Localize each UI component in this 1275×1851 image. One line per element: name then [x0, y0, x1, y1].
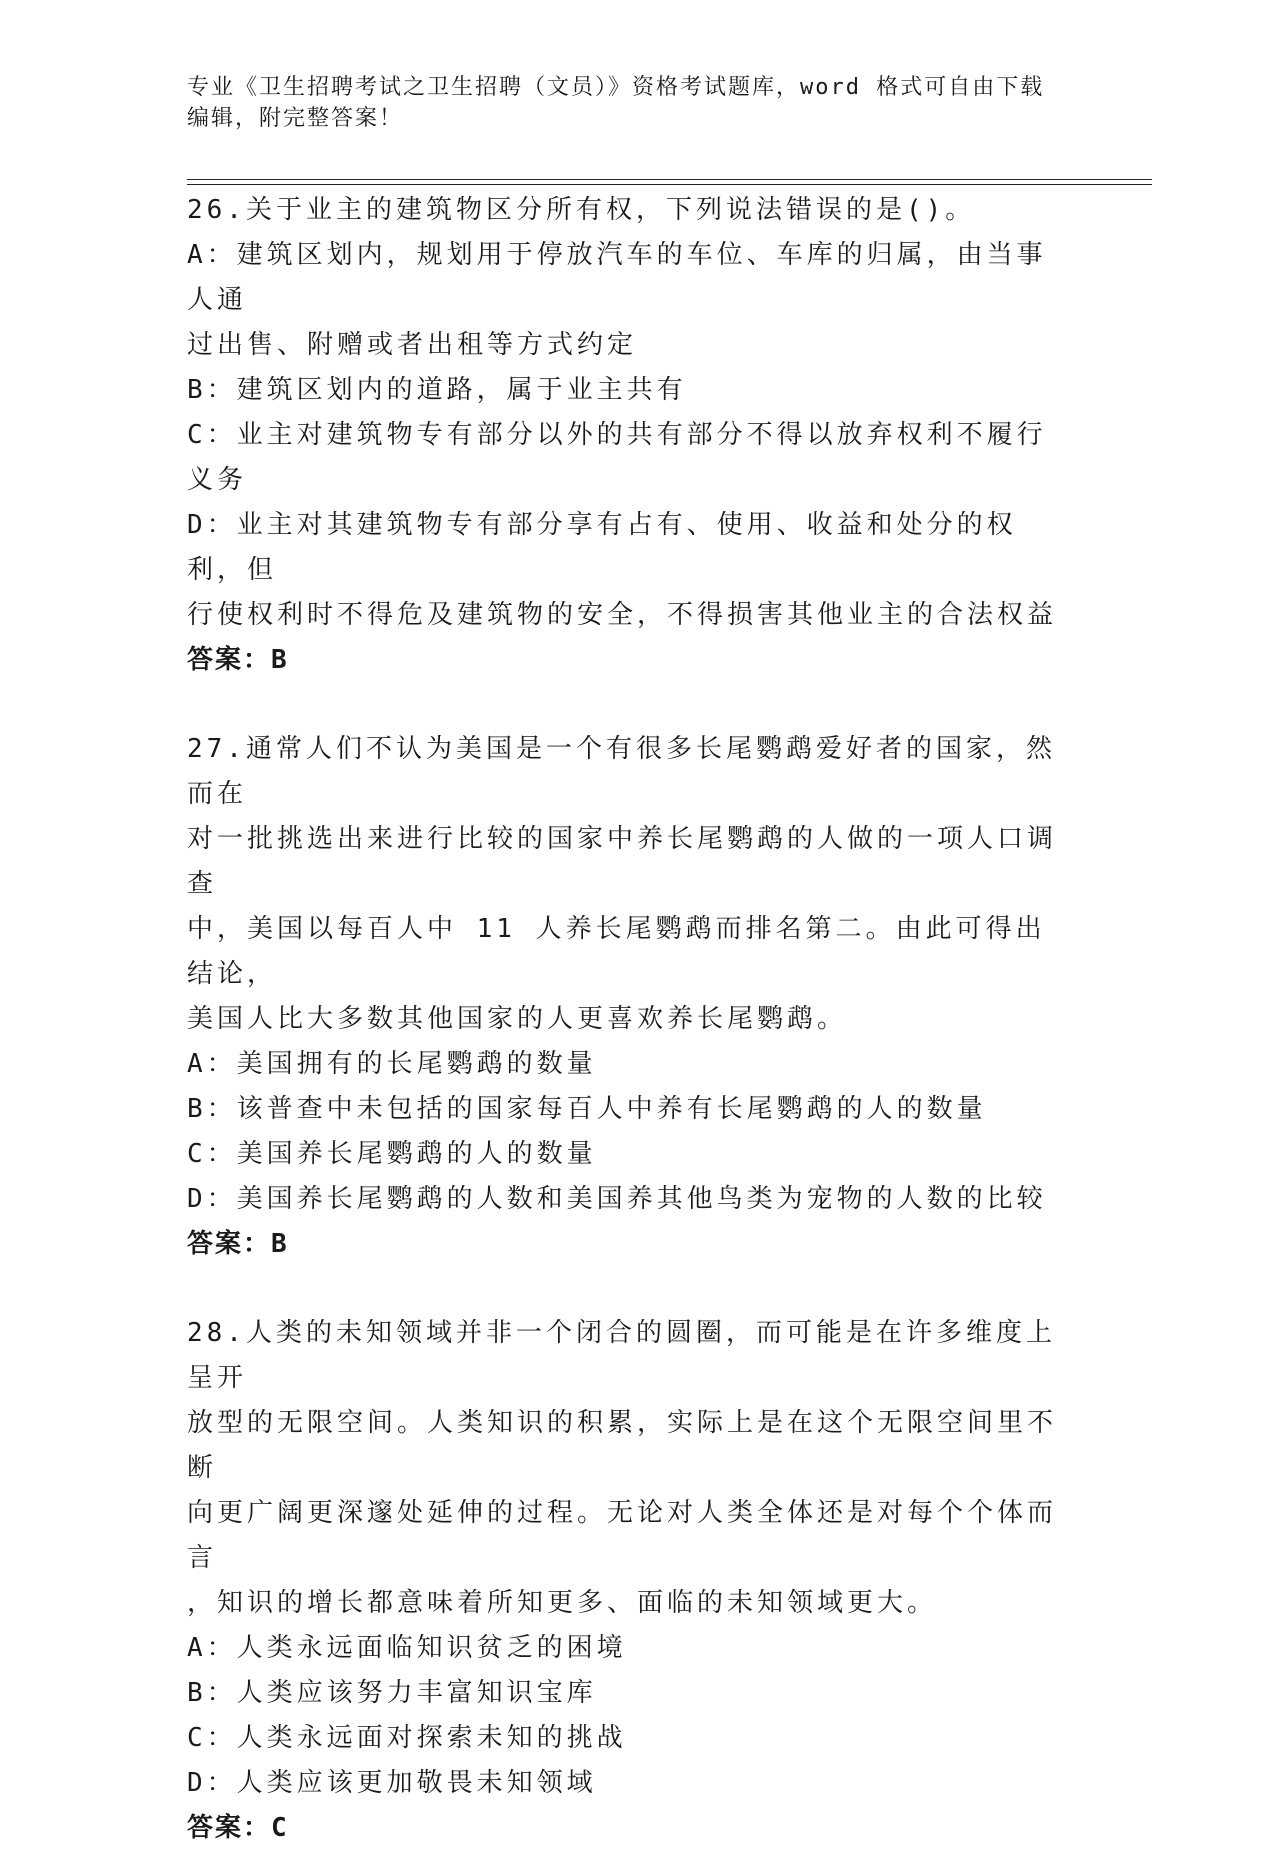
option-d [187, 1761, 1072, 1806]
option-c [187, 1716, 1072, 1761]
option-a [187, 1042, 1072, 1087]
question-stem: 28.人类的未知领域并非一个闭合的圆圈，而可能是在许多维度上呈开 [187, 1318, 1056, 1393]
question-stem: 26.关于业主的建筑物区分所有权，下列说法错误的是()。 [187, 195, 976, 225]
question-28 [187, 1311, 1072, 1851]
option-text: C：美国养长尾鹦鹉的人的数量 [187, 1139, 597, 1169]
question-stem: ，知识的增长都意味着所知更多、面临的未知领域更大。 [187, 1588, 938, 1618]
option-b [187, 1671, 1072, 1716]
option-a [187, 233, 1072, 368]
question-27 [187, 727, 1072, 1267]
question-26 [187, 188, 1072, 683]
header-line: 编辑，附完整答案！ [187, 106, 404, 131]
question-spacer [187, 683, 1072, 727]
option-text: A：人类永远面临知识贫乏的困境 [187, 1633, 627, 1663]
header-line: 专业《卫生招聘考试之卫生招聘（文员）》资格考试题库，word 格式可自由下载 [187, 75, 1045, 100]
option-text: D：人类应该更加敬畏未知领域 [187, 1768, 597, 1798]
answer-label: 答案：C [187, 1813, 289, 1843]
document-header [187, 72, 1067, 134]
option-text: 过出售、附赠或者出租等方式约定 [187, 330, 638, 360]
option-text: B：建筑区划内的道路，属于业主共有 [187, 375, 687, 405]
question-stem: 中，美国以每百人中 11 人养长尾鹦鹉而排名第二。由此可得出结论， [187, 914, 1046, 989]
answer-label: 答案：B [187, 1229, 289, 1259]
option-text: C：人类永远面对探索未知的挑战 [187, 1723, 627, 1753]
question-stem: 放型的无限空间。人类知识的积累，实际上是在这个无限空间里不断 [187, 1408, 1058, 1483]
option-text: D：业主对其建筑物专有部分享有占有、使用、收益和处分的权利，但 [187, 510, 1017, 585]
option-text: B：该普查中未包括的国家每百人中养有长尾鹦鹉的人的数量 [187, 1094, 987, 1124]
option-b [187, 368, 1072, 413]
option-d [187, 503, 1072, 638]
question-spacer [187, 1267, 1072, 1311]
option-a [187, 1626, 1072, 1671]
option-c [187, 413, 1072, 503]
option-d [187, 1177, 1072, 1222]
option-b [187, 1087, 1072, 1132]
header-divider [187, 184, 1152, 185]
question-stem: 向更广阔更深邃处延伸的过程。无论对人类全体还是对每个个体而言 [187, 1498, 1058, 1573]
option-text: A：美国拥有的长尾鹦鹉的数量 [187, 1049, 597, 1079]
option-text: D：美国养长尾鹦鹉的人数和美国养其他鸟类为宠物的人数的比较 [187, 1184, 1047, 1214]
option-text: C：业主对建筑物专有部分以外的共有部分不得以放弃权利不履行义务 [187, 420, 1047, 495]
option-text: 行使权利时不得危及建筑物的安全，不得损害其他业主的合法权益 [187, 600, 1058, 630]
option-text: B：人类应该努力丰富知识宝库 [187, 1678, 597, 1708]
header-divider [187, 179, 1152, 180]
option-text: A：建筑区划内，规划用于停放汽车的车位、车库的归属，由当事人通 [187, 240, 1047, 315]
question-list [187, 188, 1072, 1851]
answer-label: 答案：B [187, 645, 289, 675]
question-stem: 27.通常人们不认为美国是一个有很多长尾鹦鹉爱好者的国家，然而在 [187, 734, 1056, 809]
question-stem: 对一批挑选出来进行比较的国家中养长尾鹦鹉的人做的一项人口调查 [187, 824, 1058, 899]
option-c [187, 1132, 1072, 1177]
question-stem: 美国人比大多数其他国家的人更喜欢养长尾鹦鹉。 [187, 1004, 848, 1034]
